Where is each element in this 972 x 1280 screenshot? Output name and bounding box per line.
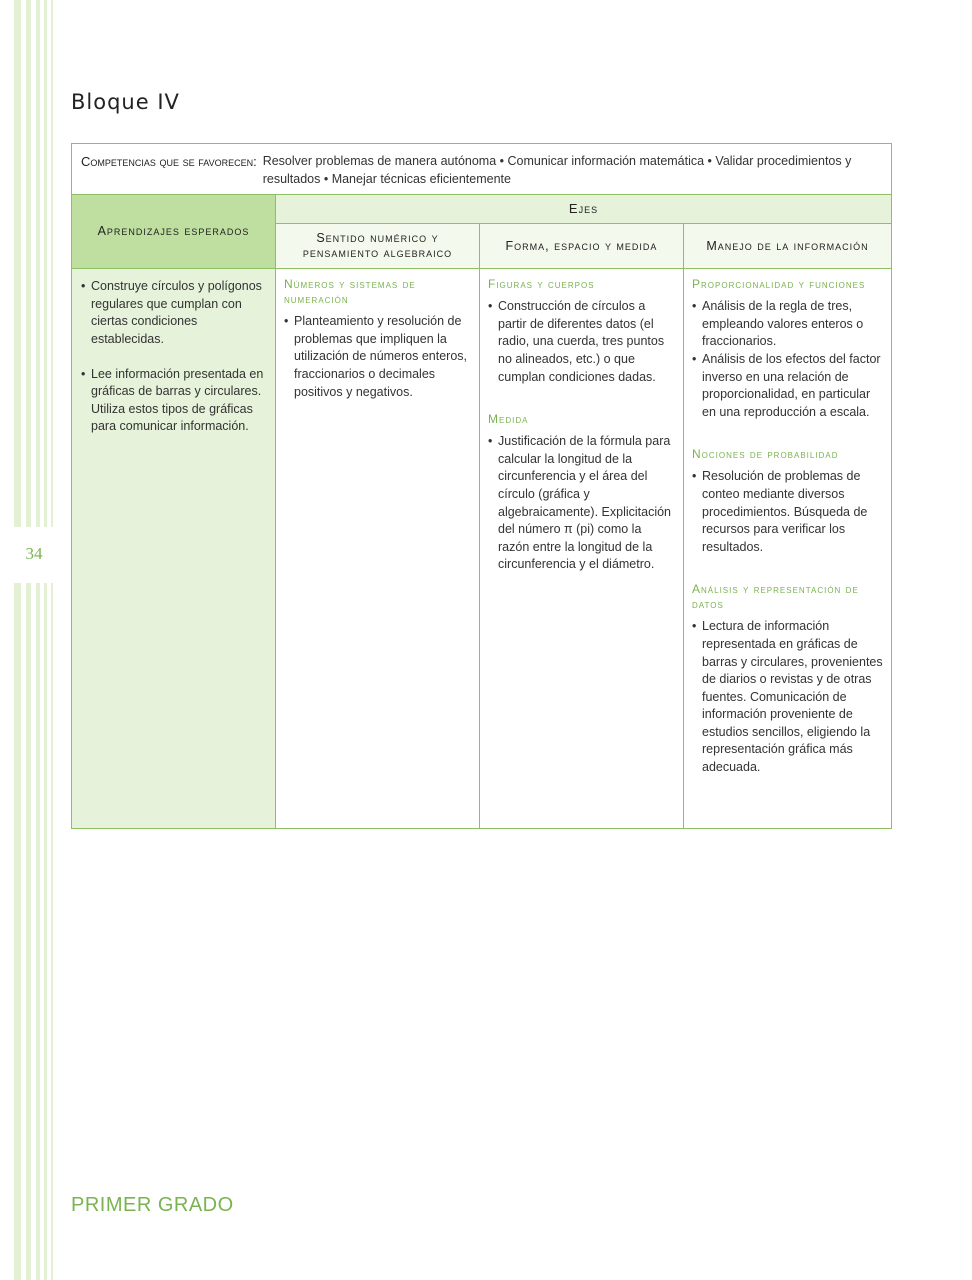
section-title: Números y sistemas de numeración — [284, 277, 416, 307]
footer-grade-label: PRIMER GRADO — [71, 1194, 234, 1216]
decorative-stripe — [26, 0, 31, 1280]
section-title: Figuras y cuerpos — [488, 277, 595, 292]
page-title: Bloque IV — [71, 90, 180, 114]
decorative-stripe — [51, 0, 53, 1280]
aprendizajes-cell — [72, 269, 276, 829]
axis-column-manejo-informacion — [684, 269, 892, 829]
section-title: Análisis y representación de datos — [692, 582, 859, 612]
section-list — [488, 298, 675, 386]
aprendizajes-header: Aprendizajes esperados — [72, 195, 276, 269]
section-list — [692, 618, 883, 776]
section-title: Medida — [488, 412, 529, 427]
competencias-label: Competencias que se favorecen: — [81, 154, 257, 169]
list-item: • Resolución de problemas de conteo mediante diversos procedimientos. Búsqueda de recursos para verificar los resultados. — [692, 468, 883, 556]
decorative-stripe — [44, 0, 47, 1280]
decorative-stripe — [14, 0, 21, 1280]
aprendizajes-list — [81, 278, 267, 436]
section-list — [488, 433, 675, 574]
list-item: • Lectura de información representada en gráficas de barras y circulares, provenientes de diarios o revistas y de otras fuentes. Comunicación de información proveniente de estudios sencillos, eligiendo la representación gráfica más adecuada. — [692, 618, 883, 776]
competencias-text: Resolver problemas de manera autónoma • Comunicar información matemática • Validar procedimientos y resultados • Manejar técnicas eficientemente — [262, 154, 852, 186]
list-item: • Análisis de la regla de tres, empleando valores enteros o fraccionarios. — [692, 298, 883, 351]
list-item: • Construye círculos y polígonos regulares que cumplan con ciertas condiciones establecidas. — [81, 278, 267, 348]
page-number: 34 — [25, 544, 43, 563]
list-item: • Análisis de los efectos del factor inverso en una relación de proporcionalidad, en particular en una reproducción a escala. — [692, 351, 883, 421]
axis-header-manejo-informacion: Manejo de la información — [684, 224, 892, 269]
ejes-header: Ejes — [276, 195, 892, 224]
list-item: • Justificación de la fórmula para calcular la longitud de la circunferencia y el área del círculo (gráfica y algebraicamente). Explicitación del número π (pi) como la razón entre la longitud de la circunferencia y el diámetro. — [488, 433, 675, 574]
list-item: • Planteamiento y resolución de problemas que impliquen la utilización de números enteros, fraccionarios o decimales positivos y negativos. — [284, 313, 471, 401]
section-list — [692, 298, 883, 421]
axis-column-forma-espacio — [480, 269, 684, 829]
competencias-row — [72, 144, 892, 195]
section-list — [284, 313, 471, 401]
decorative-stripe — [36, 0, 40, 1280]
list-item: • Construcción de círculos a partir de diferentes datos (el radio, una cuerda, tres puntos no alineados, etc.) o que cumplan condiciones dadas. — [488, 298, 675, 386]
section-title: Proporcionalidad y funciones — [692, 277, 866, 292]
axis-header-forma-espacio: Forma, espacio y medida — [480, 224, 684, 269]
section-title: Nociones de probabilidad — [692, 447, 839, 462]
axis-column-sentido-numerico — [276, 269, 480, 829]
list-item: • Lee información presentada en gráficas de barras y circulares. Utiliza estos tipos de gráficas para comunicar información. — [81, 366, 267, 436]
section-list — [692, 468, 883, 556]
curriculum-table — [71, 143, 892, 829]
axis-header-sentido-numerico: Sentido numérico y pensamiento algebraico — [276, 224, 480, 269]
